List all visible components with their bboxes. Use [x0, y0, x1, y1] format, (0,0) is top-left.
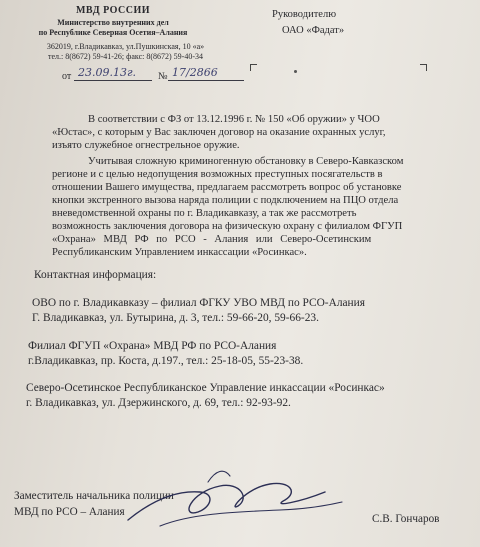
body-para2-line8: Республиканским Управлением инкассации «Росинкас».: [52, 247, 307, 258]
ref-number-underline: [168, 80, 244, 81]
contact-3-line-2: г. Владикавказ, ул. Дзержинского, д. 69, тел.: 92-93-92.: [26, 397, 291, 409]
dept-line-2: по Республике Северная Осетия–Алания: [38, 28, 188, 37]
ref-prefix: от: [62, 71, 72, 82]
body-para1-line3: изъято служебное огнестрельное оружие.: [52, 140, 240, 151]
contacts-heading: Контактная информация:: [34, 269, 157, 281]
body-para2-line7: «Охрана» МВД РФ по РСО - Алания или Северо-Осетинским: [52, 234, 372, 245]
ref-date: 23.09.13г.: [78, 66, 137, 79]
address-line-2: тел.: 8(8672) 59-41-26; факс: 8(8672) 59-40-34: [48, 52, 203, 61]
body-para1-line1: В соответствии с ФЗ от 13.12.1996 г. № 150 «Об оружии» у ЧОО: [88, 114, 380, 125]
contact-2-line-2: г.Владикавказ, пр. Коста, д.197., тел.: 25-18-05, 55-23-38.: [28, 355, 304, 367]
signatory-title-line-2: МВД по РСО – Алания: [14, 506, 125, 518]
contact-2-line-1: Филиал ФГУП «Охрана» МВД РФ по РСО-Алания: [28, 340, 277, 352]
body-para1-line2: «Юстас», с которым у Вас заключен договор на оказание охранных услуг,: [52, 127, 386, 138]
body-para2-line5: вневедомственной охраны по г. Владикавказу, а так же рассмотреть: [52, 208, 357, 219]
signatory-title-line-1: Заместитель начальника полиции: [14, 490, 174, 502]
body-para2-line6: возможность заключения договора на физическую охрану с филиалом ФГУП: [52, 221, 403, 232]
ref-date-underline: [74, 80, 152, 81]
body-para2-line3: отношении Вашего имущества, предлагаем рассмотреть вопрос об установке: [52, 182, 402, 193]
corner-mark-left: [250, 64, 257, 71]
org-title: МВД РОССИИ: [75, 5, 151, 16]
contact-1-line-1: ОВО по г. Владикавказу – филиал ФГКУ УВО МВД по РСО-Алания: [32, 297, 365, 309]
recipient-line-2: ОАО «Фадат»: [282, 25, 345, 36]
contact-3-line-1: Северо-Осетинское Республиканское Управление инкассации «Росинкас»: [26, 382, 385, 394]
signatory-name: С.В. Гончаров: [372, 513, 440, 525]
center-dot: [294, 70, 297, 73]
contact-1-line-2: Г. Владикавказ, ул. Бутырина, д. 3, тел.: 59-66-20, 59-66-23.: [32, 312, 319, 324]
body-para2-line2: регионе и с целью недопущения возможных преступных посягательств в: [52, 169, 383, 180]
address-line-1: 362019, г.Владикавказ, ул.Пушкинская, 10 «а»: [46, 42, 205, 51]
body-para2-line4: кнопки экстренного вызова наряда полиции с подключением на ПЦО отдела: [52, 195, 399, 206]
recipient-line-1: Руководителю: [272, 9, 337, 20]
body-para2-line1: Учитывая сложную криминогенную обстановку в Северо-Кавказском: [88, 156, 404, 167]
handwritten-signature: [120, 462, 350, 542]
ref-no-prefix: №: [158, 71, 168, 82]
corner-mark-right: [420, 64, 427, 71]
dept-line-1: Министерство внутренних дел: [57, 18, 169, 27]
ref-number: 17/2866: [172, 66, 218, 79]
